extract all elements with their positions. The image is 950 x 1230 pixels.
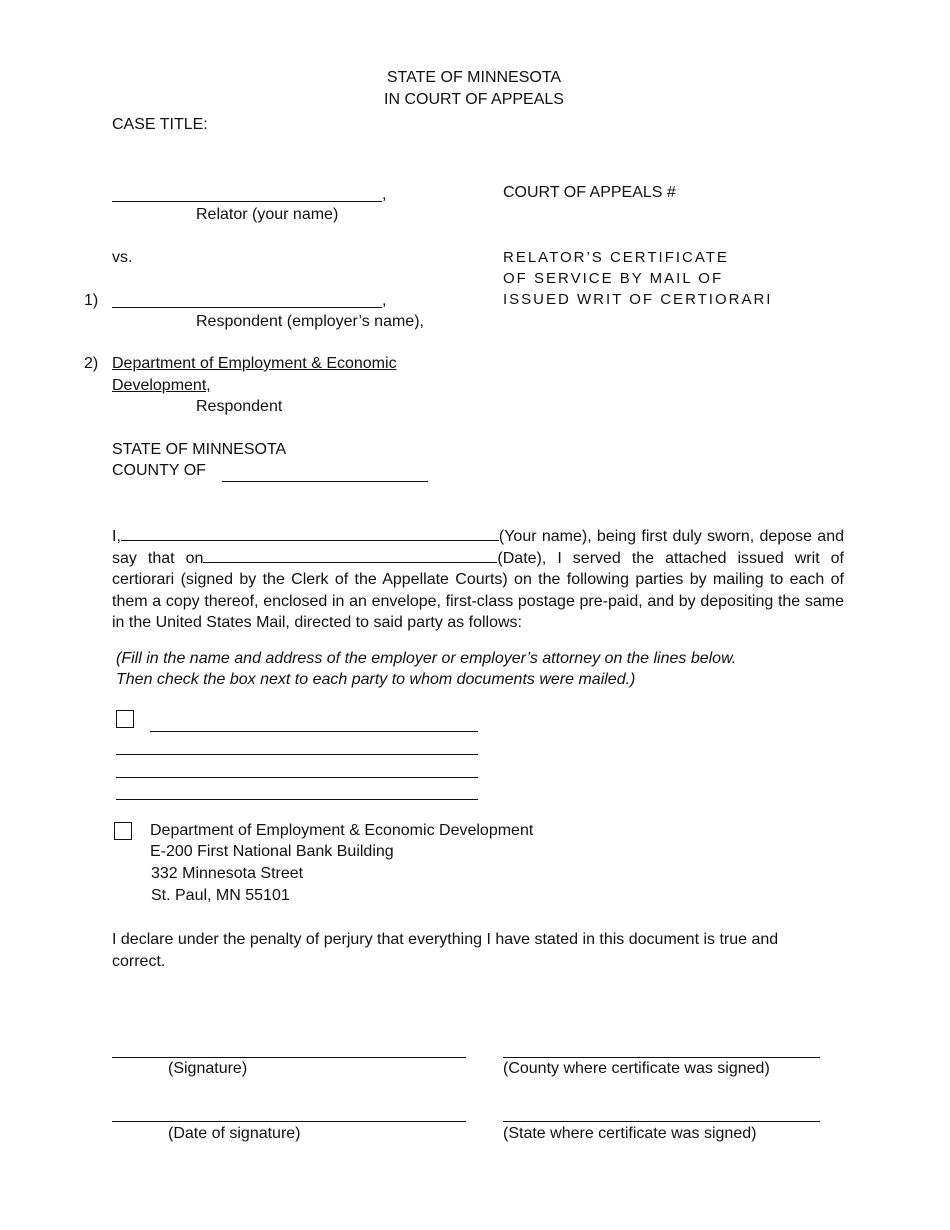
employer-address-line1[interactable] bbox=[150, 731, 478, 732]
case-title-label: CASE TITLE: bbox=[112, 116, 208, 133]
doc-title-line2: OF SERVICE BY MAIL OF bbox=[503, 270, 724, 287]
respondent1-number: 1) bbox=[84, 292, 99, 309]
deed-address-line2: E-200 First National Bank Building bbox=[150, 843, 394, 860]
relator-label: Relator (your name) bbox=[196, 206, 339, 223]
county-line[interactable] bbox=[222, 481, 428, 482]
relator-comma: , bbox=[382, 186, 387, 203]
service-date-blank[interactable] bbox=[203, 548, 497, 563]
doc-title-line3: ISSUED WRIT OF CERTIORARI bbox=[503, 291, 773, 308]
court-number-label: COURT OF APPEALS # bbox=[503, 184, 676, 201]
signature-label: (Signature) bbox=[168, 1060, 248, 1077]
deed-address-line4: St. Paul, MN 55101 bbox=[151, 887, 290, 904]
instructions-line2: Then check the box next to each party to whom documents were mailed.) bbox=[116, 671, 636, 688]
doc-title-line1: RELATOR’S CERTIFICATE bbox=[503, 249, 729, 266]
respondent1-comma: , bbox=[382, 292, 387, 309]
respondent1-label: Respondent (employer’s name), bbox=[196, 313, 424, 330]
deed-checkbox[interactable] bbox=[114, 822, 132, 840]
employer-address-line3[interactable] bbox=[116, 777, 478, 778]
signature-line[interactable] bbox=[112, 1057, 466, 1058]
respondent1-name-line[interactable] bbox=[112, 307, 382, 308]
perjury-declaration: I declare under the penalty of perjury that everything I have stated in this document is true and correct. bbox=[112, 931, 779, 970]
respondent2-number: 2) bbox=[84, 355, 99, 372]
state-signed-line[interactable] bbox=[503, 1121, 820, 1122]
respondent2-name-line1: Department of Employment & Economic bbox=[112, 355, 397, 372]
venue-county-label: COUNTY OF bbox=[112, 462, 206, 479]
county-signed-label: (County where certificate was signed) bbox=[503, 1060, 770, 1077]
employer-checkbox[interactable] bbox=[116, 710, 134, 728]
affidavit-i: I, bbox=[112, 528, 121, 545]
respondent2-name-line2: Development, bbox=[112, 377, 211, 394]
respondent2-label: Respondent bbox=[196, 398, 283, 415]
your-name-blank[interactable] bbox=[121, 526, 499, 541]
state-signed-label: (State where certificate was signed) bbox=[503, 1125, 757, 1142]
header-state: STATE OF MINNESOTA bbox=[386, 69, 562, 86]
relator-name-line[interactable] bbox=[112, 201, 382, 202]
affidavit-paragraph bbox=[112, 526, 844, 634]
affidavit-text-1: (Your name), being first duly sworn, depose and say that on bbox=[112, 528, 844, 567]
employer-address-line2[interactable] bbox=[116, 754, 478, 755]
header-court: IN COURT OF APPEALS bbox=[384, 91, 564, 108]
signature-date-line[interactable] bbox=[112, 1121, 466, 1122]
deed-address-line1: Department of Employment & Economic Development bbox=[150, 822, 534, 839]
deed-address-line3: 332 Minnesota Street bbox=[151, 865, 304, 882]
signature-date-label: (Date of signature) bbox=[168, 1125, 301, 1142]
county-signed-line[interactable] bbox=[503, 1057, 820, 1058]
affidavit-text-2: (Date), I served the attached issued writ of certiorari (signed by the Clerk of the Appellate Courts) on the following parties by mailing to each of them a copy thereof, enclosed in an envelope, first-class postage pre-paid, and by depositing the same in the United States Mail, directed to said party as follows: bbox=[112, 549, 844, 631]
vs-label: vs. bbox=[112, 249, 133, 266]
employer-address-line4[interactable] bbox=[116, 799, 478, 800]
venue-state: STATE OF MINNESOTA bbox=[112, 441, 287, 458]
instructions-line1: (Fill in the name and address of the employer or employer’s attorney on the lines below. bbox=[116, 650, 737, 667]
